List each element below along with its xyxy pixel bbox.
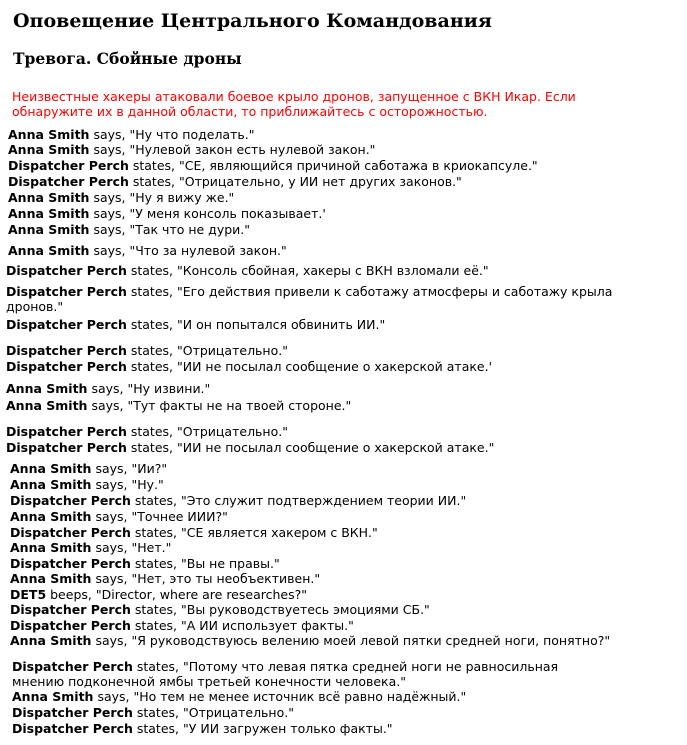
message-text: "СЕ является хакером с ВКН." <box>181 525 378 540</box>
speech-verb: states, <box>136 659 180 674</box>
speech-verb: says, <box>95 461 128 476</box>
speech-verb: states, <box>130 263 174 278</box>
speech-verb: says, <box>95 509 128 524</box>
chat-message <box>6 424 288 439</box>
message-text: "Ии?" <box>131 461 168 476</box>
chat-message <box>10 633 610 648</box>
speaker-name: Anna Smith <box>6 381 88 396</box>
speech-verb: says, <box>91 381 124 396</box>
speaker-name: Dispatcher Perch <box>12 659 133 674</box>
speech-verb: says, <box>97 689 130 704</box>
message-text: "Его действия привели к саботажу атмосферы и саботажу крыла дронов." <box>6 284 613 314</box>
chat-message <box>10 477 164 492</box>
chat-message <box>12 689 466 704</box>
speaker-name: Anna Smith <box>6 398 88 413</box>
speaker-name: Anna Smith <box>10 633 92 648</box>
message-text: "Отрицательно." <box>183 705 294 720</box>
chat-message <box>8 142 375 157</box>
chat-message <box>10 571 320 586</box>
message-text: "Ну я вижу же." <box>129 190 235 205</box>
speaker-name: Anna Smith <box>8 142 90 157</box>
speaker-name: Dispatcher Perch <box>6 263 127 278</box>
chat-message <box>8 127 254 142</box>
chat-message <box>8 158 538 173</box>
chat-message <box>8 206 326 221</box>
speaker-name: Dispatcher Perch <box>6 424 127 439</box>
chat-message <box>12 659 612 689</box>
chat-message <box>10 509 228 524</box>
speech-verb: says, <box>95 633 128 648</box>
speaker-name: Dispatcher Perch <box>6 359 127 374</box>
message-text: "Отрицательно." <box>177 343 288 358</box>
message-text: "У ИИ загружен только факты." <box>183 721 393 736</box>
message-text: "Ну что поделать." <box>129 127 255 142</box>
speaker-name: Dispatcher Perch <box>10 493 131 508</box>
speaker-name: Anna Smith <box>8 222 90 237</box>
speech-verb: states, <box>130 284 174 299</box>
speech-verb: states, <box>130 343 174 358</box>
chat-message <box>6 317 385 332</box>
chat-message <box>8 222 250 237</box>
speaker-name: Anna Smith <box>12 689 94 704</box>
speech-verb: states, <box>130 424 174 439</box>
message-text: "Ну извини." <box>127 381 211 396</box>
speech-verb: states, <box>134 556 178 571</box>
speech-verb: states, <box>130 440 174 455</box>
chat-message <box>6 398 351 413</box>
speech-verb: says, <box>93 222 126 237</box>
speech-verb: states, <box>134 602 178 617</box>
message-text: "Ну." <box>131 477 164 492</box>
message-text: "Отрицательно, у ИИ нет других законов." <box>179 174 462 189</box>
speech-verb: states, <box>134 525 178 540</box>
speaker-name: Dispatcher Perch <box>6 343 127 358</box>
speech-verb: states, <box>132 158 176 173</box>
speaker-name: Dispatcher Perch <box>8 158 129 173</box>
message-text: "У меня консоль показывает.' <box>129 206 326 221</box>
chat-message <box>10 602 430 617</box>
chat-message <box>6 381 210 396</box>
message-text: "Тут факты не на твоей стороне." <box>127 398 352 413</box>
speaker-name: Dispatcher Perch <box>10 618 131 633</box>
message-text: "ИИ не посылал сообщение о хакерской атаке." <box>177 440 495 455</box>
message-text: "И он попытался обвинить ИИ." <box>177 317 386 332</box>
chat-message <box>8 243 287 258</box>
chat-message <box>8 174 462 189</box>
speaker-name: DET5 <box>10 587 47 602</box>
chat-message <box>10 587 307 602</box>
speech-verb: states, <box>130 359 174 374</box>
speech-verb: says, <box>95 540 128 555</box>
message-text: "Отрицательно." <box>177 424 288 439</box>
speech-verb: says, <box>91 398 124 413</box>
message-text: "СЕ, являющийся причиной саботажа в криокапсуле." <box>179 158 538 173</box>
alert-message: Неизвестные хакеры атаковали боевое крыло дронов, запущенное с ВКН Икар. Если обнаружите их в данной области, то приближайтесь с осторожностью. <box>12 89 576 119</box>
message-text: "Что за нулевой закон." <box>129 243 287 258</box>
speech-verb: says, <box>93 206 126 221</box>
speech-verb: states, <box>134 618 178 633</box>
speaker-name: Anna Smith <box>10 461 92 476</box>
chat-message <box>6 440 494 455</box>
speaker-name: Dispatcher Perch <box>12 721 133 736</box>
message-text: "Нет, это ты необъективен." <box>131 571 321 586</box>
speaker-name: Dispatcher Perch <box>6 284 127 299</box>
chat-message <box>6 263 489 278</box>
message-text: "А ИИ использует факты." <box>181 618 354 633</box>
speaker-name: Anna Smith <box>8 190 90 205</box>
speech-verb: says, <box>95 477 128 492</box>
speech-verb: says, <box>93 190 126 205</box>
speech-verb: says, <box>93 243 126 258</box>
message-text: "Вы не правы." <box>181 556 280 571</box>
speech-verb: states, <box>132 174 176 189</box>
chat-message <box>6 343 288 358</box>
chat-message <box>10 540 171 555</box>
chat-message <box>10 461 167 476</box>
speaker-name: Anna Smith <box>10 509 92 524</box>
speech-verb: states, <box>136 721 180 736</box>
chat-message <box>10 493 466 508</box>
speaker-name: Anna Smith <box>8 206 90 221</box>
chat-message <box>6 284 624 314</box>
speaker-name: Dispatcher Perch <box>10 602 131 617</box>
speaker-name: Dispatcher Perch <box>12 705 133 720</box>
speech-verb: states, <box>130 317 174 332</box>
message-text: "Director, where are researches?" <box>95 587 307 602</box>
chat-message <box>6 359 492 374</box>
chat-message <box>8 190 234 205</box>
speaker-name: Dispatcher Perch <box>10 525 131 540</box>
chat-message <box>10 556 280 571</box>
speech-verb: says, <box>95 571 128 586</box>
page-title: Оповещение Центрального Командования <box>13 10 492 32</box>
message-text: "Потому что левая пятка средней ноги не равносильная мнению подконечной ямбы третьей конечности человека." <box>12 659 559 689</box>
message-text: "ИИ не посылал сообщение о хакерской атаке.' <box>177 359 493 374</box>
speaker-name: Dispatcher Perch <box>6 317 127 332</box>
speaker-name: Anna Smith <box>8 127 90 142</box>
alert-heading: Тревога. Сбойные дроны <box>13 49 242 68</box>
speaker-name: Anna Smith <box>10 477 92 492</box>
speaker-name: Dispatcher Perch <box>6 440 127 455</box>
speaker-name: Dispatcher Perch <box>8 174 129 189</box>
message-text: "Точнее ИИИ?" <box>131 509 228 524</box>
chat-message <box>10 525 378 540</box>
speech-verb: says, <box>93 127 126 142</box>
speech-verb: beeps, <box>50 587 92 602</box>
message-text: "Нулевой закон есть нулевой закон." <box>129 142 376 157</box>
message-text: "Вы руководствуетесь эмоциями СБ." <box>181 602 430 617</box>
speech-verb: says, <box>93 142 126 157</box>
message-text: "Я руководствуюсь велению моей левой пятки средней ноги, понятно?" <box>131 633 611 648</box>
message-text: "Это служит подтверждением теории ИИ." <box>181 493 467 508</box>
speaker-name: Anna Smith <box>10 571 92 586</box>
chat-message <box>10 618 354 633</box>
speaker-name: Anna Smith <box>8 243 90 258</box>
chat-message <box>12 705 294 720</box>
message-text: "Так что не дури." <box>129 222 250 237</box>
speech-verb: states, <box>136 705 180 720</box>
chat-message <box>12 721 393 736</box>
message-text: "Но тем не менее источник всё равно надёжный." <box>133 689 467 704</box>
speaker-name: Dispatcher Perch <box>10 556 131 571</box>
message-text: "Нет." <box>131 540 172 555</box>
speaker-name: Anna Smith <box>10 540 92 555</box>
speech-verb: states, <box>134 493 178 508</box>
message-text: "Консоль сбойная, хакеры с ВКН взломали её." <box>177 263 489 278</box>
